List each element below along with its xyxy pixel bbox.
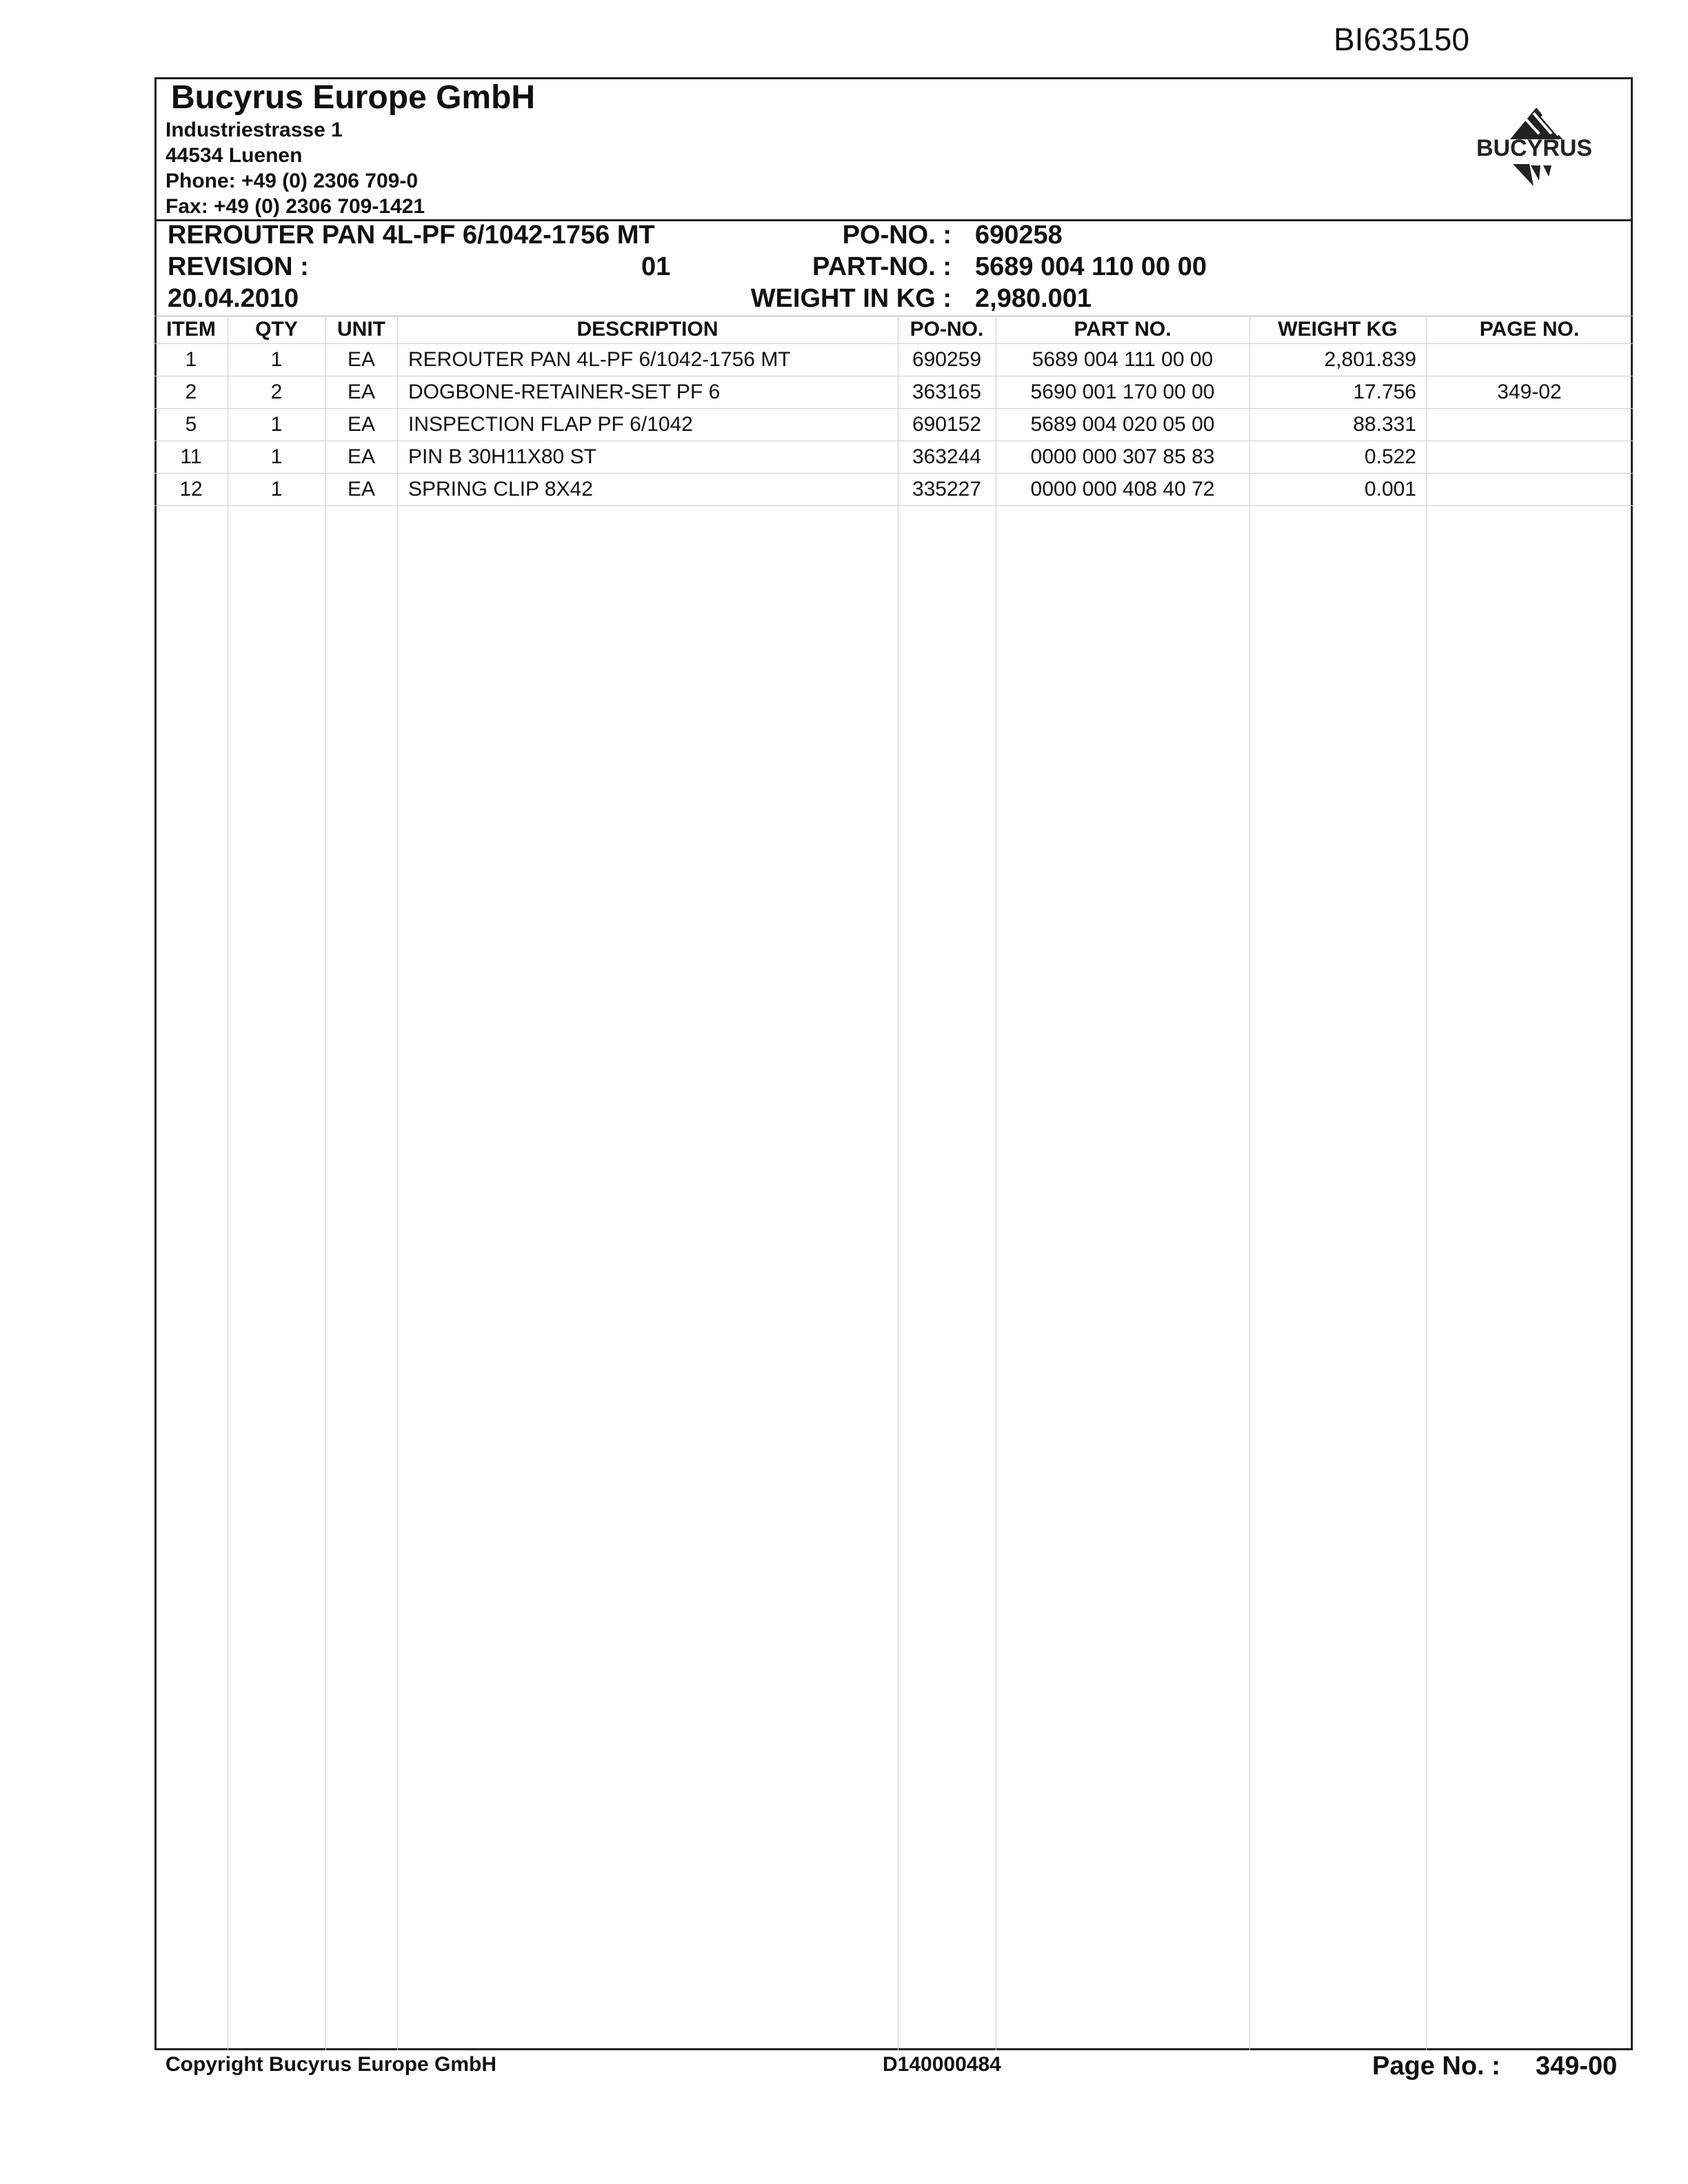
page-number [1372, 2052, 1617, 2081]
cell-description: INSPECTION FLAP PF 6/1042 [408, 413, 693, 436]
column-header-po-no: PO-NO. [910, 318, 984, 341]
cell-item: 1 [185, 348, 197, 371]
cell-po-no: 363165 [912, 381, 982, 403]
row-line [154, 505, 1633, 506]
cell-item: 12 [179, 478, 203, 501]
cell-part-no: 5690 001 170 00 00 [1030, 381, 1215, 403]
copyright-notice: Copyright Bucyrus Europe GmbH [165, 2053, 497, 2076]
part-no-label: PART-NO. : [812, 252, 952, 281]
cell-part-no: 5689 004 020 05 00 [1030, 413, 1215, 436]
cell-qty: 1 [270, 348, 283, 371]
company-name: Bucyrus Europe GmbH [171, 79, 536, 116]
cell-unit: EA [347, 445, 376, 468]
revision-value: 01 [641, 252, 671, 281]
cell-weight: 88.331 [1353, 413, 1416, 436]
company-phone: Phone: +49 (0) 2306 709-0 [165, 170, 419, 192]
cell-po-no: 690152 [912, 413, 982, 436]
cell-description: DOGBONE-RETAINER-SET PF 6 [408, 381, 721, 403]
cell-page-no [1426, 409, 1633, 441]
cell-part-no: 5689 004 111 00 00 [1032, 348, 1214, 371]
column-header-item: ITEM [166, 318, 216, 341]
cell-qty: 1 [270, 413, 283, 436]
po-label: PO-NO. : [842, 221, 952, 250]
cell-item: 5 [185, 413, 197, 436]
column-header-part-no: PART NO. [1074, 318, 1172, 341]
cell-qty: 2 [270, 381, 283, 403]
cell-part-no: 0000 000 307 85 83 [1030, 445, 1215, 468]
cell-unit: EA [347, 413, 376, 436]
company-street: Industriestrasse 1 [165, 119, 343, 141]
cell-page-no: 349-02 [1497, 381, 1562, 403]
revision-date: 20.04.2010 [168, 284, 299, 313]
part-no-value: 5689 004 110 00 00 [975, 252, 1207, 281]
cell-item: 2 [185, 381, 197, 403]
cell-unit: EA [347, 381, 376, 403]
column-divider [325, 316, 326, 2050]
cell-weight: 0.522 [1364, 445, 1416, 468]
column-header-description: DESCRIPTION [576, 318, 719, 341]
cell-unit: EA [347, 478, 376, 501]
cell-qty: 1 [270, 478, 283, 501]
page-number-value: 349-00 [1535, 2052, 1618, 2081]
cell-weight: 17.756 [1353, 381, 1416, 403]
column-header-weight: WEIGHT KG [1278, 318, 1398, 341]
column-header-page-no: PAGE NO. [1479, 318, 1580, 341]
cell-unit: EA [347, 348, 376, 371]
cell-qty: 1 [270, 445, 283, 468]
cell-description: SPRING CLIP 8X42 [408, 478, 593, 501]
cell-item: 11 [180, 445, 202, 468]
assembly-title: REROUTER PAN 4L-PF 6/1042-1756 MT [168, 221, 655, 250]
bucyrus-logo [1462, 103, 1607, 193]
document-id: BI635150 [1334, 21, 1469, 57]
po-value: 690258 [975, 221, 1063, 250]
logo-text: BUCYRUS [1476, 135, 1593, 161]
page-number-label: Page No. : [1372, 2052, 1500, 2081]
column-divider [1249, 316, 1250, 2050]
column-header-unit: UNIT [337, 318, 385, 341]
company-city: 44534 Luenen [165, 144, 303, 167]
cell-description: PIN B 30H11X80 ST [408, 445, 596, 468]
cell-po-no: 690259 [912, 348, 982, 371]
document-number: D140000484 [883, 2053, 1001, 2076]
cell-part-no: 0000 000 408 40 72 [1030, 478, 1215, 501]
weight-value: 2,980.001 [975, 284, 1092, 313]
column-divider [397, 316, 398, 2050]
cell-description: REROUTER PAN 4L-PF 6/1042-1756 MT [408, 348, 791, 371]
cell-page-no [1426, 344, 1633, 376]
column-header-qty: QTY [255, 318, 298, 341]
cell-page-no [1426, 474, 1633, 505]
cell-weight: 0.001 [1364, 478, 1416, 501]
cell-po-no: 335227 [912, 478, 982, 501]
weight-label: WEIGHT IN KG : [750, 284, 952, 313]
cell-po-no: 363244 [912, 445, 982, 468]
cell-weight: 2,801.839 [1324, 348, 1416, 371]
revision-label: REVISION : [168, 252, 309, 281]
column-divider [1426, 316, 1427, 2050]
cell-page-no [1426, 441, 1633, 473]
company-fax: Fax: +49 (0) 2306 709-1421 [165, 195, 425, 218]
